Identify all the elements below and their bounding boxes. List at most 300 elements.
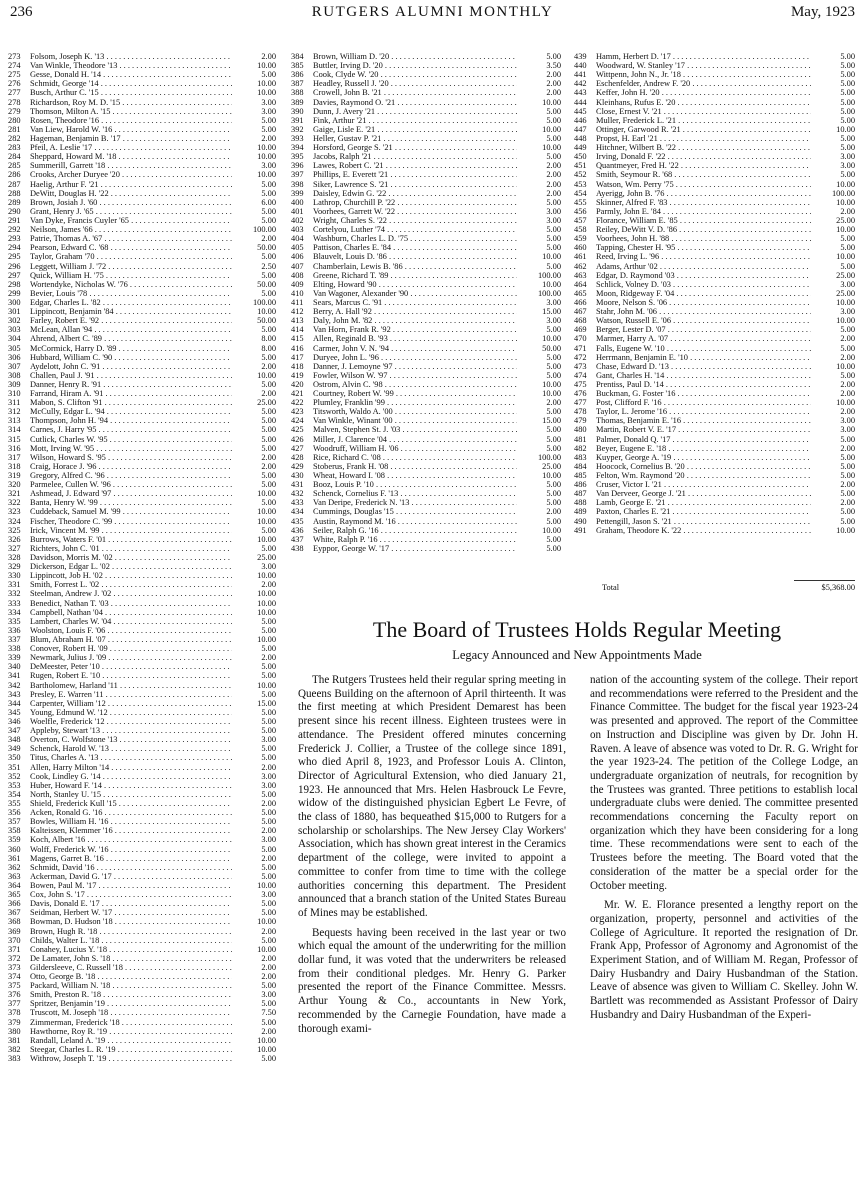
donor-name: Watson, Russell E. '06 . . . xyxy=(596,316,811,325)
donor-row xyxy=(8,1045,276,1054)
donor-number: 468 xyxy=(574,316,587,326)
donor-row xyxy=(8,808,276,817)
donor-name: Carnes, J. Harry '95 . . . xyxy=(30,425,232,434)
donor-row xyxy=(291,407,561,416)
donor-row xyxy=(291,116,561,125)
donor-number: 360 xyxy=(8,844,21,854)
donor-row xyxy=(8,143,276,152)
donor-amount: 2.00 xyxy=(261,52,276,61)
donor-amount: 10.00 xyxy=(542,143,561,153)
donor-row xyxy=(8,234,276,243)
donor-name: Wright, Charles S. '22 . . . xyxy=(313,216,517,225)
donor-name: Hoocock, Cornelius B. '20 . . . xyxy=(596,462,811,471)
donor-name: Richters, John C. '01 . . . xyxy=(30,544,232,553)
donor-amount: 5.00 xyxy=(546,115,561,125)
donor-name: Daisley, Edwin G. '22 . . . xyxy=(313,189,517,198)
donor-row xyxy=(291,535,561,544)
donor-name: Beyer, Eugene E. '18 . . . xyxy=(596,444,811,453)
donor-name: Zimmerman, Frederick '18 . . . xyxy=(30,1018,232,1027)
donor-number: 361 xyxy=(8,853,21,863)
donor-row xyxy=(8,262,276,271)
donor-name: Sears, Marcus C. '91 . . . xyxy=(313,298,517,307)
donor-row xyxy=(8,699,276,708)
article-subheadline: Legacy Announced and New Appointments Made xyxy=(452,648,702,662)
donor-number: 430 xyxy=(291,471,304,481)
donor-number: 365 xyxy=(8,890,21,900)
donor-number: 343 xyxy=(8,689,21,699)
donor-amount: 5.00 xyxy=(840,143,855,153)
donor-row xyxy=(8,453,276,462)
donor-amount: 3.00 xyxy=(840,425,855,435)
donor-number: 386 xyxy=(291,70,304,80)
donor-row xyxy=(8,690,276,699)
donor-number: 278 xyxy=(8,97,21,107)
donor-number: 291 xyxy=(8,215,21,225)
donor-amount: 2.00 xyxy=(546,507,561,517)
donor-name: Van Derveer, George J. '21 . . . xyxy=(596,489,811,498)
donor-row xyxy=(291,416,561,425)
donor-amount: 10.00 xyxy=(542,334,561,344)
donor-amount: 5.00 xyxy=(546,480,561,490)
donor-amount: 5.00 xyxy=(261,616,276,626)
donor-number: 400 xyxy=(291,197,304,207)
donor-number: 462 xyxy=(574,261,587,271)
donor-number: 350 xyxy=(8,753,21,763)
donor-row xyxy=(8,170,276,179)
donor-number: 302 xyxy=(8,316,21,326)
donor-name: Thomson, Milton A. '15 . . . xyxy=(30,107,232,116)
donor-name: Carpenter, William '12 . . . xyxy=(30,699,232,708)
donor-amount: 25.00 xyxy=(836,215,855,225)
donor-number: 320 xyxy=(8,480,21,490)
donor-name: Plumley, Franklin '99 . . . xyxy=(313,398,517,407)
donor-name: Patrie, Thomas A. '67 . . . xyxy=(30,234,232,243)
donor-row xyxy=(8,763,276,772)
donor-name: Wheat, Howard I. '08 . . . xyxy=(313,471,517,480)
donor-name: Mabon, S. Clifton '91 . . . xyxy=(30,398,232,407)
donor-amount: 2.50 xyxy=(261,261,276,271)
donor-amount: 2.00 xyxy=(261,653,276,663)
donor-number: 428 xyxy=(291,452,304,462)
donor-name: Berry, A. Hall '92 . . . xyxy=(313,307,517,316)
donor-row xyxy=(8,927,276,936)
donor-amount: 3.00 xyxy=(261,990,276,1000)
donor-row xyxy=(8,216,276,225)
donor-row xyxy=(8,79,276,88)
donor-amount: 2.00 xyxy=(546,188,561,198)
donor-amount: 5.00 xyxy=(261,480,276,490)
donor-name: Van Liew, Harold W. '16 . . . xyxy=(30,125,232,134)
donor-row xyxy=(291,344,561,353)
donor-name: DeWitt, Douglas H. '22 . . . xyxy=(30,189,232,198)
donor-amount: 3.00 xyxy=(840,279,855,289)
donor-number: 318 xyxy=(8,461,21,471)
donor-row xyxy=(291,316,561,325)
donor-row xyxy=(8,425,276,434)
donor-amount: 5.00 xyxy=(546,243,561,253)
donor-amount: 15.00 xyxy=(542,307,561,317)
donor-name: Gesse, Donald H. '14 . . . xyxy=(30,70,232,79)
donor-row xyxy=(8,1008,276,1017)
donor-name: Woodruff, William H. '06 . . . xyxy=(313,444,517,453)
donor-name: Thompson, John H. '94 . . . xyxy=(30,416,232,425)
article-paragraph: The Rutgers Trustees held their regular spring meeting in Queens Building on the afternoon of April thirteenth. It was the first meeting at which President Demarest has been present since his recent illness. Eighteen trustees were in attendance. The President offered minutes concerning Frederick J. Collier, a Trustee of the college since 1891, who died April 8, 1923, and Professor Louis A. Clinton, Director of Agricultural Extension, who died January 21, 1923. He announced that Mrs. Helen Hasbrouck Le Fevre, widow of the distinguished physician Egbert Le Fevre, of the class of 1880, has bequeathed $15,000 to Rutgers for a scholarship or scholarships. The New Jersey Clay Workers' Association, which has shown great interest in the Ceramics department of the college, were invited to appoint a committee to confer from time to time with the college authorities concerning this department. The President announced that a branch station of the United States Bureau of Mines may be established. xyxy=(298,674,566,919)
article-column-2 xyxy=(590,674,858,1029)
donor-row xyxy=(8,735,276,744)
donor-number: 389 xyxy=(291,97,304,107)
donor-row xyxy=(574,280,855,289)
donor-amount: 10.00 xyxy=(257,680,276,690)
donor-amount: 2.00 xyxy=(261,826,276,836)
donor-name: Spritzer, Benjamin '19 . . . xyxy=(30,999,232,1008)
donor-amount: 3.00 xyxy=(546,215,561,225)
donor-number: 290 xyxy=(8,206,21,216)
donor-amount: 5.00 xyxy=(840,234,855,244)
donor-number: 333 xyxy=(8,598,21,608)
donor-name: Aydelott, John C. '91 . . . xyxy=(30,362,232,371)
donor-amount: 10.00 xyxy=(542,471,561,481)
donor-name: Ayerigg, John B. '76 . . . xyxy=(596,189,811,198)
donor-name: Campbell, Nathan '04 . . . xyxy=(30,608,232,617)
donor-amount: 10.00 xyxy=(542,97,561,107)
donor-number: 340 xyxy=(8,662,21,672)
donor-name: Bowman, D. Hudson '18 . . . xyxy=(30,917,232,926)
donor-row xyxy=(8,717,276,726)
donor-amount: 2.00 xyxy=(840,480,855,490)
donor-number: 294 xyxy=(8,243,21,253)
donor-row xyxy=(291,489,561,498)
donor-number: 448 xyxy=(574,133,587,143)
donor-row xyxy=(8,225,276,234)
donor-row xyxy=(8,899,276,908)
donor-row xyxy=(8,371,276,380)
donor-row xyxy=(8,435,276,444)
donor-name: Davis, Donald E. '17 . . . xyxy=(30,899,232,908)
donor-row xyxy=(574,298,855,307)
donor-amount: 10.00 xyxy=(257,152,276,162)
donor-name: Taylor, L. Jerome '16 . . . xyxy=(596,407,811,416)
donor-number: 393 xyxy=(291,133,304,143)
donor-number: 369 xyxy=(8,926,21,936)
donor-number: 459 xyxy=(574,234,587,244)
donor-amount: 3.00 xyxy=(261,780,276,790)
donor-name: Pettengill, Jason S. '21 . . . xyxy=(596,517,811,526)
donor-name: Grant, Henry J. '65 . . . xyxy=(30,207,232,216)
donor-number: 404 xyxy=(291,234,304,244)
donor-number: 315 xyxy=(8,434,21,444)
donor-amount: 2.00 xyxy=(840,334,855,344)
donor-row xyxy=(574,216,855,225)
donor-row xyxy=(574,407,855,416)
donor-number: 359 xyxy=(8,835,21,845)
donor-amount: 3.00 xyxy=(840,416,855,426)
donor-amount: 5.00 xyxy=(261,498,276,508)
donor-name: Farrand, Hiram A. '91 . . . xyxy=(30,389,232,398)
donor-amount: 3.50 xyxy=(546,61,561,71)
donor-name: Wolff, Frederick W. '16 . . . xyxy=(30,845,232,854)
donor-name: Carmer, John V. N. '94 . . . xyxy=(313,344,517,353)
donor-name: Voorhees, John H. '88 . . . xyxy=(596,234,811,243)
donor-amount: 5.00 xyxy=(840,452,855,462)
donor-row xyxy=(291,225,561,234)
donor-amount: 2.00 xyxy=(261,853,276,863)
donor-row xyxy=(8,826,276,835)
donor-number: 480 xyxy=(574,425,587,435)
donor-number: 370 xyxy=(8,935,21,945)
donor-row xyxy=(574,444,855,453)
donor-row xyxy=(8,562,276,571)
donor-amount: 5.00 xyxy=(261,115,276,125)
donor-name: Cruser, Victor I. '21 . . . xyxy=(596,480,811,489)
donor-row xyxy=(291,70,561,79)
donor-number: 310 xyxy=(8,389,21,399)
donor-number: 339 xyxy=(8,653,21,663)
donor-amount: 50.00 xyxy=(257,243,276,253)
donor-amount: 50.00 xyxy=(257,279,276,289)
donor-row xyxy=(8,662,276,671)
donor-number: 344 xyxy=(8,698,21,708)
donor-amount: 5.00 xyxy=(840,115,855,125)
donor-name: Smith, Seymour R. '68 . . . xyxy=(596,170,811,179)
donor-number: 372 xyxy=(8,953,21,963)
donor-name: Gregory, Alfred C. '96 . . . xyxy=(30,471,232,480)
donor-name: Seidman, Herbert W. '17 . . . xyxy=(30,908,232,917)
donor-number: 401 xyxy=(291,206,304,216)
donor-row xyxy=(8,617,276,626)
donor-amount: 2.00 xyxy=(261,389,276,399)
donor-amount: 5.00 xyxy=(840,471,855,481)
donor-amount: 5.00 xyxy=(261,288,276,298)
donor-row xyxy=(8,799,276,808)
donor-name: Stahr, John M. '06 . . . xyxy=(596,307,811,316)
donor-name: Titus, Charles A. '13 . . . xyxy=(30,753,232,762)
donor-number: 394 xyxy=(291,143,304,153)
donor-amount: 25.00 xyxy=(257,553,276,563)
donor-row xyxy=(8,416,276,425)
donor-amount: 5.00 xyxy=(261,862,276,872)
donor-row xyxy=(574,435,855,444)
donor-row xyxy=(291,517,561,526)
donor-name: Truscott, M. Joseph '18 . . . xyxy=(30,1008,232,1017)
donor-amount: 10.00 xyxy=(836,525,855,535)
donor-row xyxy=(574,152,855,161)
donor-row xyxy=(8,271,276,280)
donor-name: Herrmann, Benjamin E. '10 . . . xyxy=(596,353,811,362)
donor-amount: 2.00 xyxy=(840,407,855,417)
donor-name: Booz, Louis P. '10 . . . xyxy=(313,480,517,489)
donor-number: 477 xyxy=(574,398,587,408)
donor-number: 326 xyxy=(8,534,21,544)
donor-row xyxy=(574,170,855,179)
donor-amount: 5.00 xyxy=(261,789,276,799)
donor-row xyxy=(8,626,276,635)
donor-name: Parmelee, Cullen W. '96 . . . xyxy=(30,480,232,489)
donor-number: 300 xyxy=(8,297,21,307)
donor-amount: 2.00 xyxy=(840,389,855,399)
donor-number: 305 xyxy=(8,343,21,353)
donor-name: Kleinhans, Rufus E. '20 . . . xyxy=(596,98,811,107)
donor-name: Greene, Richard T. '89 . . . xyxy=(313,271,517,280)
donor-name: Malven, Stephen St. J. '03 . . . xyxy=(313,425,517,434)
donor-amount: 100.00 xyxy=(252,225,276,235)
donor-name: Van Winkle, Winant '00 . . . xyxy=(313,416,517,425)
donor-row xyxy=(8,526,276,535)
donor-amount: 5.00 xyxy=(261,206,276,216)
donor-number: 314 xyxy=(8,425,21,435)
donor-number: 474 xyxy=(574,370,587,380)
donor-amount: 5.00 xyxy=(840,97,855,107)
donor-number: 273 xyxy=(8,52,21,61)
donor-number: 417 xyxy=(291,352,304,362)
donor-row xyxy=(8,835,276,844)
donor-name: Headley, Russell J. '20 . . . xyxy=(313,79,517,88)
donor-row xyxy=(8,280,276,289)
donor-amount: 5.00 xyxy=(261,999,276,1009)
donor-row xyxy=(8,1036,276,1045)
donor-row xyxy=(574,316,855,325)
donor-name: Pfeil, A. Leslie '17 . . . xyxy=(30,143,232,152)
donor-name: Bartholomew, Harland '11 . . . xyxy=(30,681,232,690)
donor-number: 464 xyxy=(574,279,587,289)
donor-name: Van Dyke, Francis Cuyler '65 . . . xyxy=(30,216,232,225)
donor-name: Danner, J. Lemoyne '97 . . . xyxy=(313,362,517,371)
donor-number: 437 xyxy=(291,534,304,544)
donor-row xyxy=(291,216,561,225)
donor-row xyxy=(291,362,561,371)
donor-number: 473 xyxy=(574,361,587,371)
donor-name: Austin, Raymond M. '16 . . . xyxy=(313,517,517,526)
donor-name: Bevier, Louis '78 . . . xyxy=(30,289,232,298)
donor-name: Shield, Frederick Kull '15 . . . xyxy=(30,799,232,808)
donor-name: Fowler, Wilson W. '97 . . . xyxy=(313,371,517,380)
donor-name: Schenck, Cornelius F. '13 . . . xyxy=(313,489,517,498)
donor-name: Packard, William N. '18 . . . xyxy=(30,981,232,990)
donor-amount: 5.00 xyxy=(261,325,276,335)
donor-amount: 2.00 xyxy=(261,133,276,143)
donor-name: Craig, Horace J. '96 . . . xyxy=(30,462,232,471)
donor-number: 469 xyxy=(574,325,587,335)
donor-amount: 10.00 xyxy=(257,1035,276,1045)
donor-name: Rosen, Theodore '16 . . . xyxy=(30,116,232,125)
donor-name: Brown, William D. '20 . . . xyxy=(313,52,517,61)
donor-amount: 2.00 xyxy=(261,972,276,982)
donor-name: Reed, Irving L. '96 . . . xyxy=(596,252,811,261)
donor-name: Taylor, Graham '70 . . . xyxy=(30,252,232,261)
donor-amount: 5.00 xyxy=(261,689,276,699)
donor-amount: 10.00 xyxy=(257,143,276,153)
donor-number: 367 xyxy=(8,908,21,918)
donor-row xyxy=(8,325,276,334)
donor-amount: 10.00 xyxy=(257,635,276,644)
donor-name: Chamberlain, Lewis B. '86 . . . xyxy=(313,262,517,271)
donor-number: 432 xyxy=(291,489,304,499)
donor-name: Prentiss, Paul D. '14 . . . xyxy=(596,380,811,389)
donor-number: 371 xyxy=(8,944,21,954)
donor-name: Schmidt, David '16 . . . xyxy=(30,863,232,872)
donor-name: Lippincott, Job H. '02 . . . xyxy=(30,571,232,580)
donor-number: 353 xyxy=(8,780,21,790)
donor-amount: 2.00 xyxy=(840,206,855,216)
donor-number: 346 xyxy=(8,716,21,726)
donor-number: 419 xyxy=(291,370,304,380)
donor-number: 397 xyxy=(291,170,304,180)
donor-row xyxy=(291,371,561,380)
donor-name: Allen, Reginald B. '93 . . . xyxy=(313,334,517,343)
donor-number: 420 xyxy=(291,379,304,389)
donor-amount: 5.00 xyxy=(546,197,561,207)
donor-amount: 5.00 xyxy=(840,507,855,517)
article-paragraph: nation of the accounting system of the college. Their report and recommendations were referred to the President and the Finance Committee. The budget for the fiscal year 1923-24 was presented and approved. The report of the Committee on Instruction and Discipline was given by Dr. John H. Raven. A leave of absence was voted to Dr. R. G. Wright for the year 1923-24. The petition of the College Lodge, an undergraduate organization of neutrals, for recognition by the Trustees was granted. Three petitions to establish local undergraduate clubs were denied. The committee presented recommendations concerning the Faculty report on organization which they have been considering for a long time. These recommendations were sent to each of the Trustees before the meeting. The Board voted that the consideration of the matter be a special order for the October meeting. xyxy=(590,674,858,892)
donor-name: Crooks, Archer Duryee '20 . . . xyxy=(30,170,232,179)
donor-number: 334 xyxy=(8,607,21,617)
donor-amount: 25.00 xyxy=(257,398,276,408)
donor-number: 421 xyxy=(291,389,304,399)
donor-row xyxy=(8,389,276,398)
donor-number: 488 xyxy=(574,498,587,508)
donor-amount: 10.00 xyxy=(257,88,276,98)
donor-name: Farley, Robert E. '92 . . . xyxy=(30,316,232,325)
donor-row xyxy=(8,845,276,854)
donor-amount: 5.00 xyxy=(546,407,561,417)
donor-amount: 3.00 xyxy=(840,152,855,162)
donor-number: 491 xyxy=(574,525,587,535)
donor-row xyxy=(574,517,855,526)
donor-name: Steelman, Andrew J. '02 . . . xyxy=(30,589,232,598)
donor-amount: 100.00 xyxy=(537,288,561,298)
donor-amount: 5.00 xyxy=(840,61,855,71)
donor-number: 295 xyxy=(8,252,21,262)
donor-number: 349 xyxy=(8,744,21,754)
donor-number: 429 xyxy=(291,461,304,471)
donor-name: Quantmeyer, Fred H. '22 . . . xyxy=(596,161,811,170)
donor-row xyxy=(8,535,276,544)
donor-amount: 3.00 xyxy=(261,97,276,107)
donor-amount: 5.00 xyxy=(546,370,561,380)
donor-amount: 2.00 xyxy=(546,170,561,180)
donor-name: Blum, Abraham H. '07 . . . xyxy=(30,635,232,644)
donor-row xyxy=(8,936,276,945)
donor-number: 425 xyxy=(291,425,304,435)
donor-amount: 25.00 xyxy=(836,270,855,280)
donor-row xyxy=(574,416,855,425)
donor-row xyxy=(8,999,276,1008)
donor-number: 398 xyxy=(291,179,304,189)
donor-name: Eschenfelder, Andrew F. '20 . . . xyxy=(596,79,811,88)
donor-amount: 10.00 xyxy=(257,79,276,89)
donor-number: 475 xyxy=(574,379,587,389)
donor-row xyxy=(8,517,276,526)
donor-name: Fischer, Theodore C. '99 . . . xyxy=(30,517,232,526)
donor-amount: 5.00 xyxy=(546,133,561,143)
issue-date: May, 1923 xyxy=(790,4,855,20)
donor-number: 362 xyxy=(8,862,21,872)
donor-amount: 2.00 xyxy=(261,1026,276,1036)
donor-amount: 5.00 xyxy=(261,935,276,945)
donor-name: DeMeester, Peter '10 . . . xyxy=(30,662,232,671)
donor-amount: 5.00 xyxy=(261,671,276,681)
donor-name: Magens, Garret B. '16 . . . xyxy=(30,854,232,863)
donor-number: 456 xyxy=(574,206,587,216)
donor-amount: 10.00 xyxy=(257,61,276,71)
donor-number: 322 xyxy=(8,498,21,508)
donor-name: Benedict, Nathan T. '03 . . . xyxy=(30,599,232,608)
donor-number: 439 xyxy=(574,52,587,61)
donor-name: Busch, Arthur C. '15 . . . xyxy=(30,88,232,97)
donor-row xyxy=(291,398,561,407)
donor-number: 332 xyxy=(8,589,21,599)
donor-number: 467 xyxy=(574,307,587,317)
donor-row xyxy=(291,298,561,307)
